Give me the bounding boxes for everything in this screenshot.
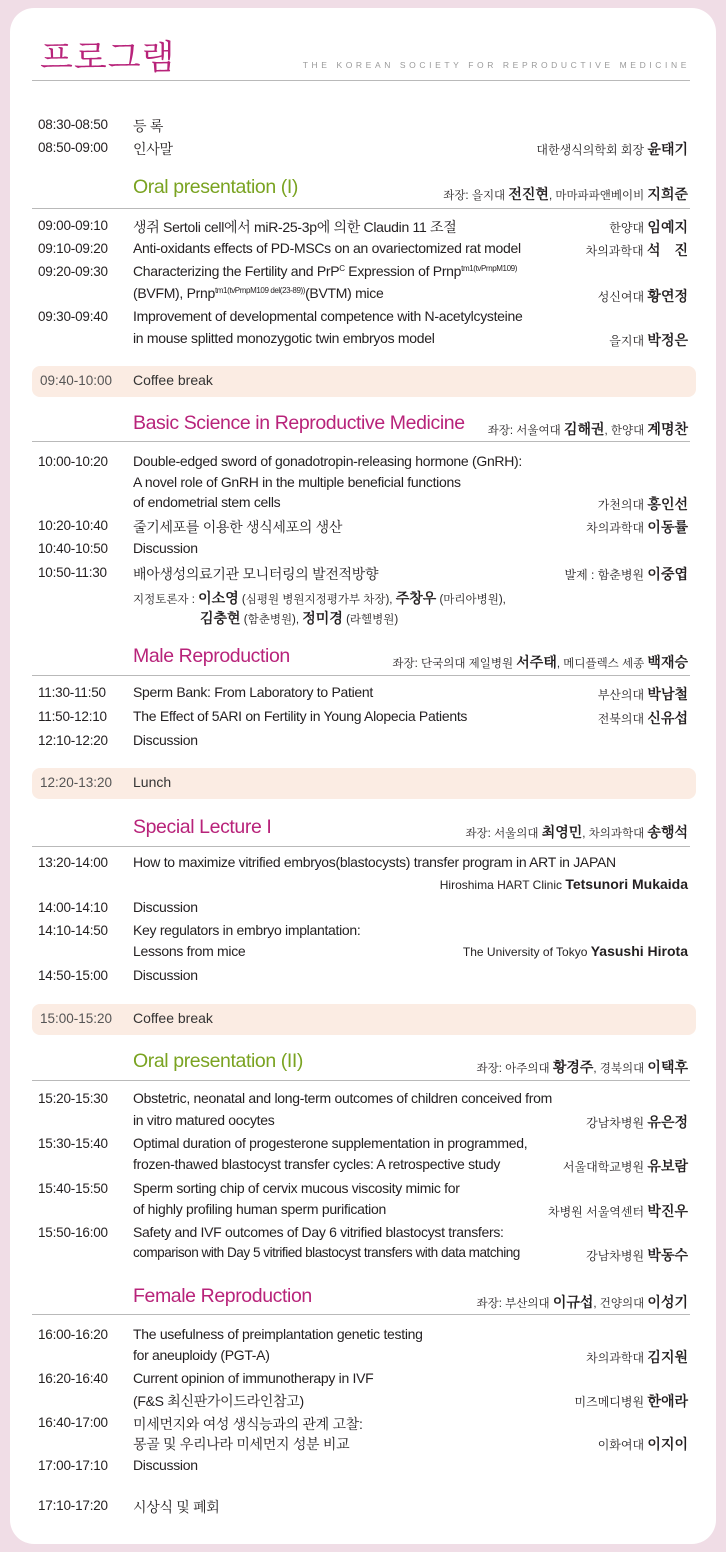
talk-title: Sperm sorting chip of cervix mucous viscosity mimic for <box>133 1180 460 1196</box>
time: 09:40-10:00 <box>40 373 113 388</box>
section-title: Oral presentation (II) <box>133 1050 304 1072</box>
speaker: 차의과학대 석 진 <box>585 242 688 258</box>
divider <box>32 208 690 209</box>
speaker: 차병원 서울역센터 박진우 <box>548 1203 688 1219</box>
talk-title: Discussion <box>133 732 198 748</box>
speaker: 차의과학대 이동률 <box>586 519 688 535</box>
talk-title-line2: frozen-thawed blastocyst transfer cycles: A retrospective study <box>133 1156 501 1172</box>
talk-title-line2: A novel role of GnRH in the multiple beneficial functions <box>133 474 461 490</box>
talk-title-line2: in vitro matured oocytes <box>133 1112 275 1128</box>
break-bar <box>32 768 696 799</box>
talk-title-line3: of endometrial stem cells <box>133 494 281 510</box>
chair: 좌장: 서울의대 최영민, 차의과학대 송행석 <box>465 824 688 840</box>
time: 14:50-15:00 <box>38 968 108 983</box>
section-title: Male Reproduction <box>133 645 290 667</box>
talk-title-line2: Lessons from mice <box>133 943 246 959</box>
section-title: Female Reproduction <box>133 1285 312 1307</box>
talk-title: The usefulness of preimplantation genetic testing <box>133 1326 423 1342</box>
talk-title-line2: comparison with Day 5 vitrified blastocyst transfers with data matching <box>133 1245 520 1260</box>
time: 09:30-09:40 <box>38 309 108 324</box>
talk-title: Optimal duration of progesterone supplementation in programmed, <box>133 1135 528 1151</box>
session-title: 인사말 <box>133 141 173 157</box>
time: 08:30-08:50 <box>38 117 108 132</box>
break-label: Coffee break <box>133 1010 213 1026</box>
talk-title-line2: of highly profiling human sperm purification <box>133 1201 386 1217</box>
time: 08:50-09:00 <box>38 140 108 155</box>
time: 17:00-17:10 <box>38 1458 108 1473</box>
talk-title: Sperm Bank: From Laboratory to Patient <box>133 684 373 700</box>
time: 12:10-12:20 <box>38 733 108 748</box>
speaker: 이화여대 이지이 <box>597 1436 688 1452</box>
program-card <box>10 8 716 1544</box>
time: 16:40-17:00 <box>38 1415 108 1430</box>
speaker: 가천의대 홍인선 <box>597 496 688 512</box>
speaker: 성신여대 황연정 <box>597 288 688 304</box>
speaker: 발제 : 함춘병원 이중엽 <box>564 566 688 582</box>
section-title: Basic Science in Reproductive Medicine <box>133 412 465 434</box>
talk-title-line2: (F&S 최신판가이드라인참고) <box>133 1393 304 1409</box>
time: 12:20-13:20 <box>40 775 113 790</box>
talk-title: Double-edged sword of gonadotropin-releasing hormone (GnRH): <box>133 453 523 469</box>
talk-title: 미세먼지와 여성 생식능과의 관계 고찰: <box>133 1416 363 1432</box>
talk-title: 배아생성의료기관 모니터링의 발전적방향 <box>133 566 379 582</box>
time: 15:50-16:00 <box>38 1225 108 1240</box>
panel-line2: 김충현 (함춘병원), 정미경 (라헬병원) <box>200 610 399 626</box>
time: 14:00-14:10 <box>38 900 108 915</box>
speaker: 대한생식의학회 회장 윤태기 <box>536 141 688 157</box>
divider <box>32 1314 690 1315</box>
time: 10:00-10:20 <box>38 454 108 469</box>
time: 14:10-14:50 <box>38 923 108 938</box>
time: 15:40-15:50 <box>38 1181 108 1196</box>
speaker: 미즈메디병원 한애라 <box>574 1393 688 1409</box>
break-bar <box>32 366 696 397</box>
divider <box>32 80 690 81</box>
break-bar <box>32 1004 696 1035</box>
talk-title: Discussion <box>133 967 198 983</box>
talk-title: How to maximize vitrified embryos(blastocysts) transfer program in ART in JAPAN <box>133 854 616 870</box>
time: 16:20-16:40 <box>38 1371 108 1386</box>
chair: 좌장: 아주의대 황경주, 경북의대 이택후 <box>476 1059 688 1075</box>
talk-title-line2: in mouse splitted monozygotic twin embryos model <box>133 330 435 346</box>
page-title: 프로그램 <box>40 39 176 77</box>
time: 16:00-16:20 <box>38 1327 108 1342</box>
session-title: 등 록 <box>133 118 164 134</box>
speaker: 차의과학대 김지원 <box>586 1349 688 1365</box>
talk-title: 줄기세포를 이용한 생식세포의 생산 <box>133 519 343 535</box>
talk-title: Characterizing the Fertility and PrP$^C$ Expression of Prnp$^{tm1(tvPrnpM109)}$ <box>133 263 517 279</box>
talk-title: Obstetric, neonatal and long-term outcomes of children conceived from <box>133 1090 552 1106</box>
time: 10:50-11:30 <box>38 565 107 580</box>
time: 10:20-10:40 <box>38 518 108 533</box>
speaker: The University of Tokyo Yasushi Hirota <box>462 943 688 959</box>
divider <box>32 846 690 847</box>
time: 15:30-15:40 <box>38 1136 108 1151</box>
time: 11:30-11:50 <box>38 685 106 700</box>
speaker: Hiroshima HART Clinic Tetsunori Mukaida <box>439 876 688 892</box>
talk-title: Key regulators in embryo implantation: <box>133 922 361 938</box>
time: 09:00-09:10 <box>38 218 108 233</box>
talk-title: Discussion <box>133 1457 198 1473</box>
talk-title: Current opinion of immunotherapy in IVF <box>133 1370 374 1386</box>
talk-title: The Effect of 5ARI on Fertility in Young Alopecia Patients <box>133 708 468 724</box>
section-title: Oral presentation (I) <box>133 176 299 198</box>
time: 09:20-09:30 <box>38 264 108 279</box>
speaker: 강남차병원 유은정 <box>586 1114 688 1130</box>
talk-title-line2: (BVFM), Prnp$^{tm1(tvPrnpM109 del(23-89))}$(BVTM) mice <box>133 285 384 301</box>
time: 15:20-15:30 <box>38 1091 108 1106</box>
talk-title-line2: for aneuploidy (PGT-A) <box>133 1347 270 1363</box>
talk-title: Discussion <box>133 899 198 915</box>
speaker: 부산의대 박남철 <box>597 686 688 702</box>
time: 09:10-09:20 <box>38 241 108 256</box>
divider <box>32 441 690 442</box>
talk-title: 생쥐 Sertoli cell에서 miR-25-3p에 의한 Claudin 11 조절 <box>133 219 457 235</box>
chair: 좌장: 서울여대 김해권, 한양대 계명찬 <box>487 421 688 437</box>
section-title: Special Lecture I <box>133 816 272 838</box>
speaker: 을지대 박정은 <box>609 332 688 348</box>
speaker: 전북의대 신유섭 <box>597 710 688 726</box>
chair: 좌장: 단국의대 제일병원 서주태, 메디플렉스 세종 백재승 <box>392 654 688 670</box>
break-label: Coffee break <box>133 372 213 388</box>
talk-title: Improvement of developmental competence with N-acetylcysteine <box>133 308 523 324</box>
time: 15:00-15:20 <box>40 1011 113 1026</box>
chair: 좌장: 부산의대 이규섭, 건양의대 이성기 <box>476 1294 688 1310</box>
session-title: 시상식 및 폐회 <box>133 1499 220 1515</box>
talk-title: Anti-oxidants effects of PD-MSCs on an ovariectomized rat model <box>133 240 521 256</box>
talk-title: Discussion <box>133 540 198 556</box>
speaker: 한양대 임예지 <box>609 219 688 235</box>
talk-title-line2: 몽골 및 우리나라 미세먼지 성분 비교 <box>133 1436 350 1452</box>
panel-line1: 지정토론자 : 이소영 (심평원 병원지정평가부 차장), 주창우 (마리아병원), <box>133 590 506 606</box>
page-subtitle: THE KOREAN SOCIETY FOR REPRODUCTIVE MEDICINE <box>302 60 690 70</box>
break-label: Lunch <box>133 774 172 790</box>
time: 11:50-12:10 <box>38 709 107 724</box>
time: 10:40-10:50 <box>38 541 108 556</box>
time: 13:20-14:00 <box>38 855 108 870</box>
divider <box>32 675 690 676</box>
chair: 좌장: 을지대 전진현, 마마파파앤베이비 지희준 <box>443 186 688 202</box>
talk-title: Safety and IVF outcomes of Day 6 vitrified blastocyst transfers: <box>133 1224 504 1240</box>
speaker: 서울대학교병원 유보람 <box>562 1158 688 1174</box>
time: 17:10-17:20 <box>38 1498 108 1513</box>
speaker: 강남차병원 박동수 <box>586 1247 688 1263</box>
divider <box>32 1080 690 1081</box>
